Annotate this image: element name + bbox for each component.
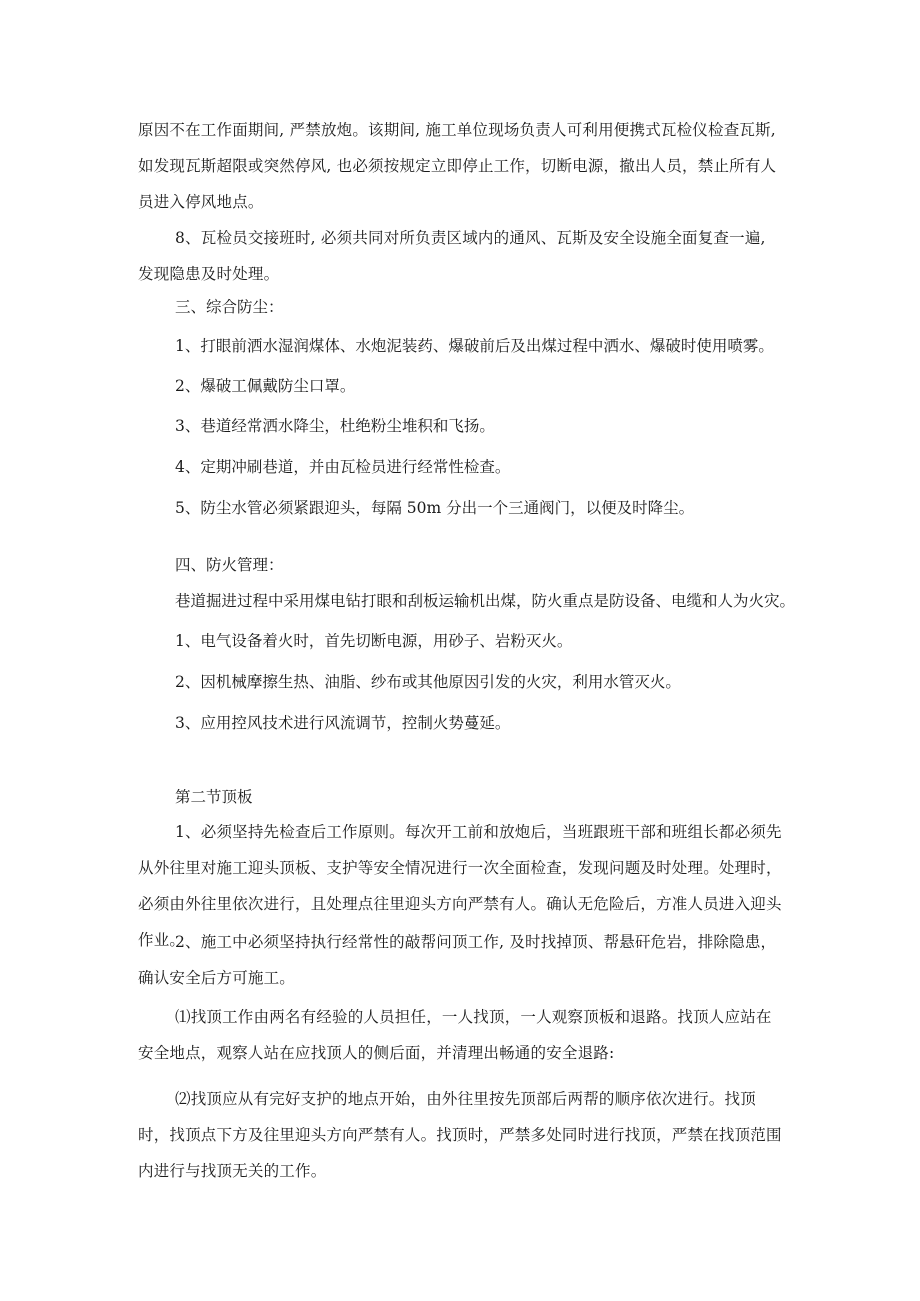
paragraph-gas-check: 原因不在工作面期间, 严禁放炮。该期间, 施工单位现场负责人可利用便携式瓦检仪检查瓦斯, 如发现瓦斯超限或突然停风, 也必须按规定立即停止工作，切断电源，撤出人员，禁止所有人员进入停风地点。 (138, 121, 777, 211)
list-item-dust-3: 3、巷道经常洒水降尘，杜绝粉尘堆积和飞扬。 (175, 417, 495, 435)
paragraph-fire-intro: 巷道掘进过程中采用煤电钻打眼和刮板运输机出煤，防火重点是防设备、电缆和人为火灾。 (175, 592, 796, 610)
list-item-dust-2: 2、爆破工佩戴防尘口罩。 (175, 377, 356, 395)
paragraph-roof-sub-2: ⑵找顶应从有完好支护的地点开始，由外往里按先顶部后两帮的顺序依次进行。找顶时，找顶点下方及往里迎头方向严禁有人。找顶时，严禁多处同时进行找顶，严禁在找顶范围内进行与找顶无关的工作。 (138, 1090, 782, 1180)
paragraph-item-8: 8、瓦检员交接班时, 必须共同对所负责区域内的通风、瓦斯及安全设施全面复查一遍, 发现隐患及时处理。 (138, 229, 766, 283)
list-item-dust-1: 1、打眼前洒水湿润煤体、水炮泥装药、爆破前后及出煤过程中洒水、爆破时使用喷雾。 (175, 337, 774, 355)
list-item-dust-4: 4、定期冲刷巷道，并由瓦检员进行经常性检查。 (175, 458, 511, 476)
list-item-dust-5: 5、防尘水管必须紧跟迎头，每隔 50m 分出一个三通阀门，以便及时降尘。 (175, 499, 695, 517)
section-heading-roof: 第二节顶板 (175, 788, 253, 806)
paragraph-roof-1: 1、必须坚持先检查后工作原则。每次开工前和放炮后，当班跟班干部和班组长都必须先从外往里对施工迎头顶板、支护等安全情况进行一次全面检查，发现问题及时处理。处理时，必须由外往里依次进行，且处理点往里迎头方向严禁有人。确认无危险后，方准人员进入迎头作业。 (138, 823, 782, 949)
paragraph-roof-sub-1: ⑴找顶工作由两名有经验的人员担任，一人找顶，一人观察顶板和退路。找顶人应站在安全地点，观察人站在应找顶人的侧后面，并清理出畅通的安全退路: (138, 1008, 772, 1062)
section-heading-fire: 四、防火管理： (175, 556, 284, 574)
paragraph-roof-2: 2、施工中必须坚持执行经常性的敲帮问顶工作, 及时找掉顶、帮悬矸危岩，排除隐患，确认安全后方可施工。 (138, 933, 777, 987)
list-item-fire-3: 3、应用控风技术进行风流调节，控制火势蔓延。 (175, 714, 511, 732)
list-item-fire-1: 1、电气设备着火时，首先切断电源，用砂子、岩粉灭火。 (175, 632, 573, 650)
section-heading-dust: 三、综合防尘： (175, 298, 284, 316)
list-item-fire-2: 2、因机械摩擦生热、油脂、纱布或其他原因引发的火灾，利用水管灭火。 (175, 673, 681, 691)
